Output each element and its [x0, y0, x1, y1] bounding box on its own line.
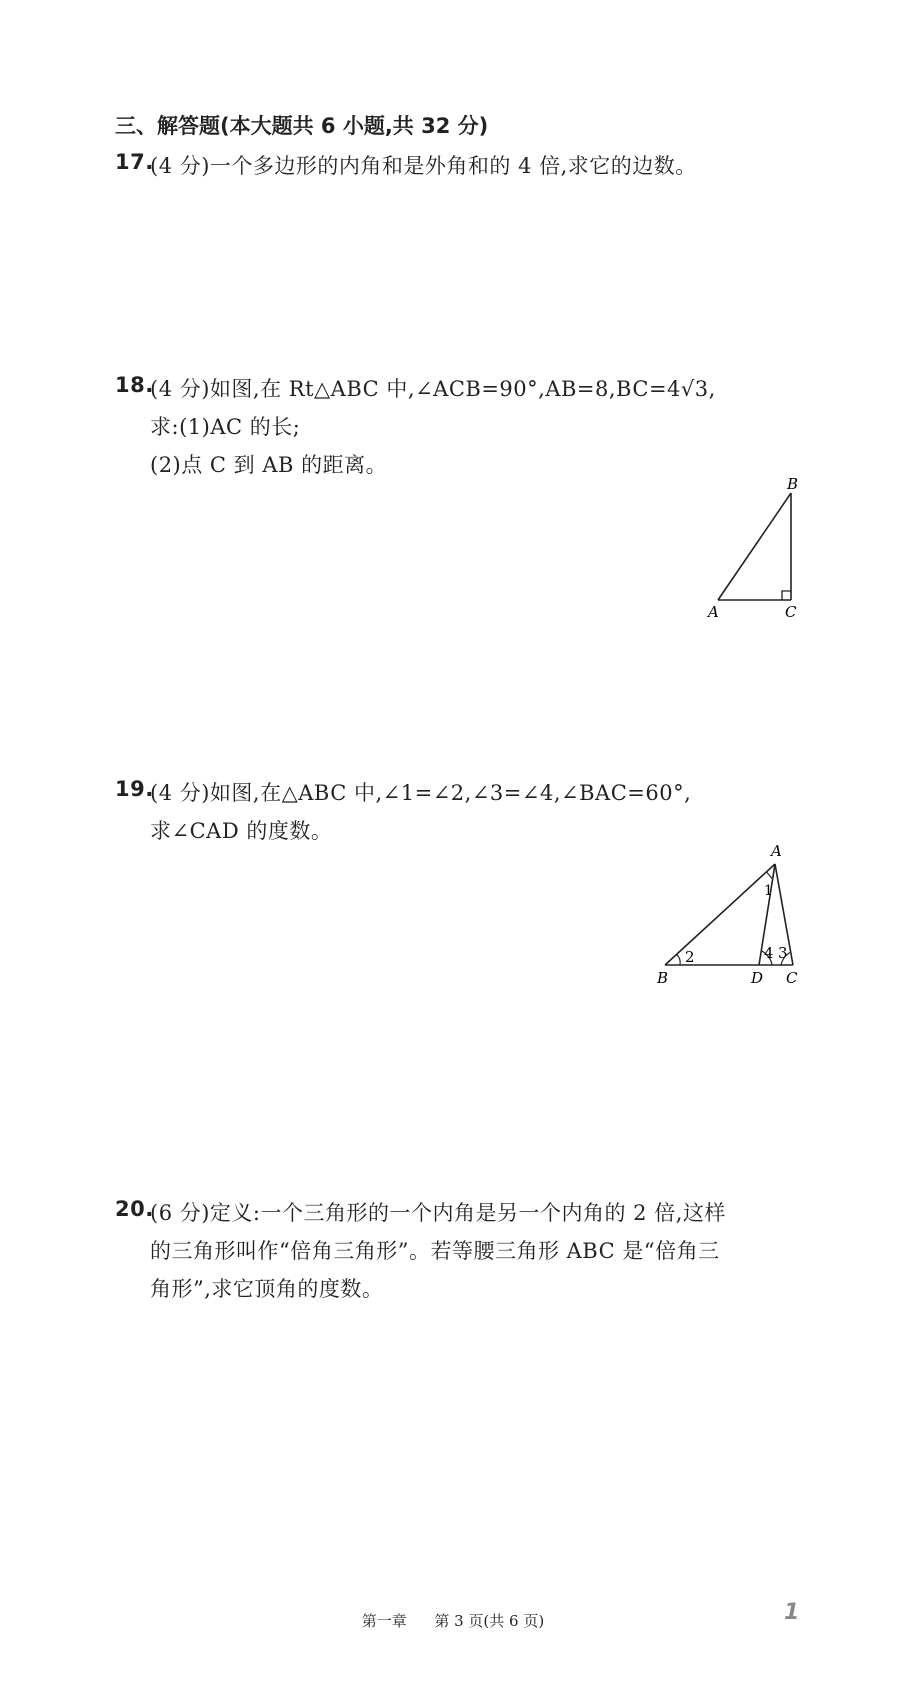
question-text-line: (4 分)如图,在 Rt△ABC 中,∠ACB=90°,AB=8,BC=4√3, [150, 377, 716, 401]
question-text-line: 角形”,求它顶角的度数。 [150, 1277, 384, 1301]
angle-2-arc [677, 955, 681, 966]
label-b: B [787, 475, 799, 493]
angle-label-1: 1 [764, 883, 773, 899]
question-text-line: (2)点 C 到 AB 的距离。 [150, 453, 388, 477]
question-number: 17. [115, 150, 154, 174]
page-footer [0, 1610, 906, 1631]
label-d: D [751, 969, 764, 987]
question-number: 19. [115, 777, 154, 801]
footer-chapter: 第一章 [361, 1612, 407, 1630]
question-text-line: (4 分)如图,在△ABC 中,∠1=∠2,∠3=∠4,∠BAC=60°, [150, 781, 692, 805]
label-c: C [785, 603, 797, 621]
side-ab [665, 864, 775, 965]
footer-page-info: 第 3 页(共 6 页) [434, 1612, 545, 1630]
figure-right-triangle [700, 475, 810, 625]
question-number: 18. [115, 373, 154, 397]
angle-label-2: 2 [685, 948, 695, 966]
angle-label-4: 4 [764, 944, 774, 962]
question-text-line: 求∠CAD 的度数。 [150, 819, 333, 843]
label-a: A [771, 842, 782, 860]
angle-label-3: 3 [778, 944, 788, 962]
question-text-line: (4 分)一个多边形的内角和是外角和的 4 倍,求它的边数。 [150, 154, 697, 178]
label-a: A [708, 603, 719, 621]
side-ab [718, 493, 791, 600]
label-b: B [657, 969, 669, 987]
right-angle-mark [782, 591, 791, 600]
page-number: 1 [784, 1600, 800, 1625]
question-text-line: (6 分)定义:一个三角形的一个内角是另一个内角的 2 倍,这样 [150, 1201, 726, 1225]
figure-triangle-abc [650, 840, 810, 990]
angle-1-arc [767, 872, 773, 879]
question-text-line: 的三角形叫作“倍角三角形”。若等腰三角形 ABC 是“倍角三 [150, 1239, 720, 1263]
label-c: C [786, 969, 798, 987]
question-text-line: 求:(1)AC 的长; [150, 415, 301, 439]
section-title: 三、解答题(本大题共 6 小题,共 32 分) [115, 114, 489, 138]
question-number: 20. [115, 1197, 154, 1221]
